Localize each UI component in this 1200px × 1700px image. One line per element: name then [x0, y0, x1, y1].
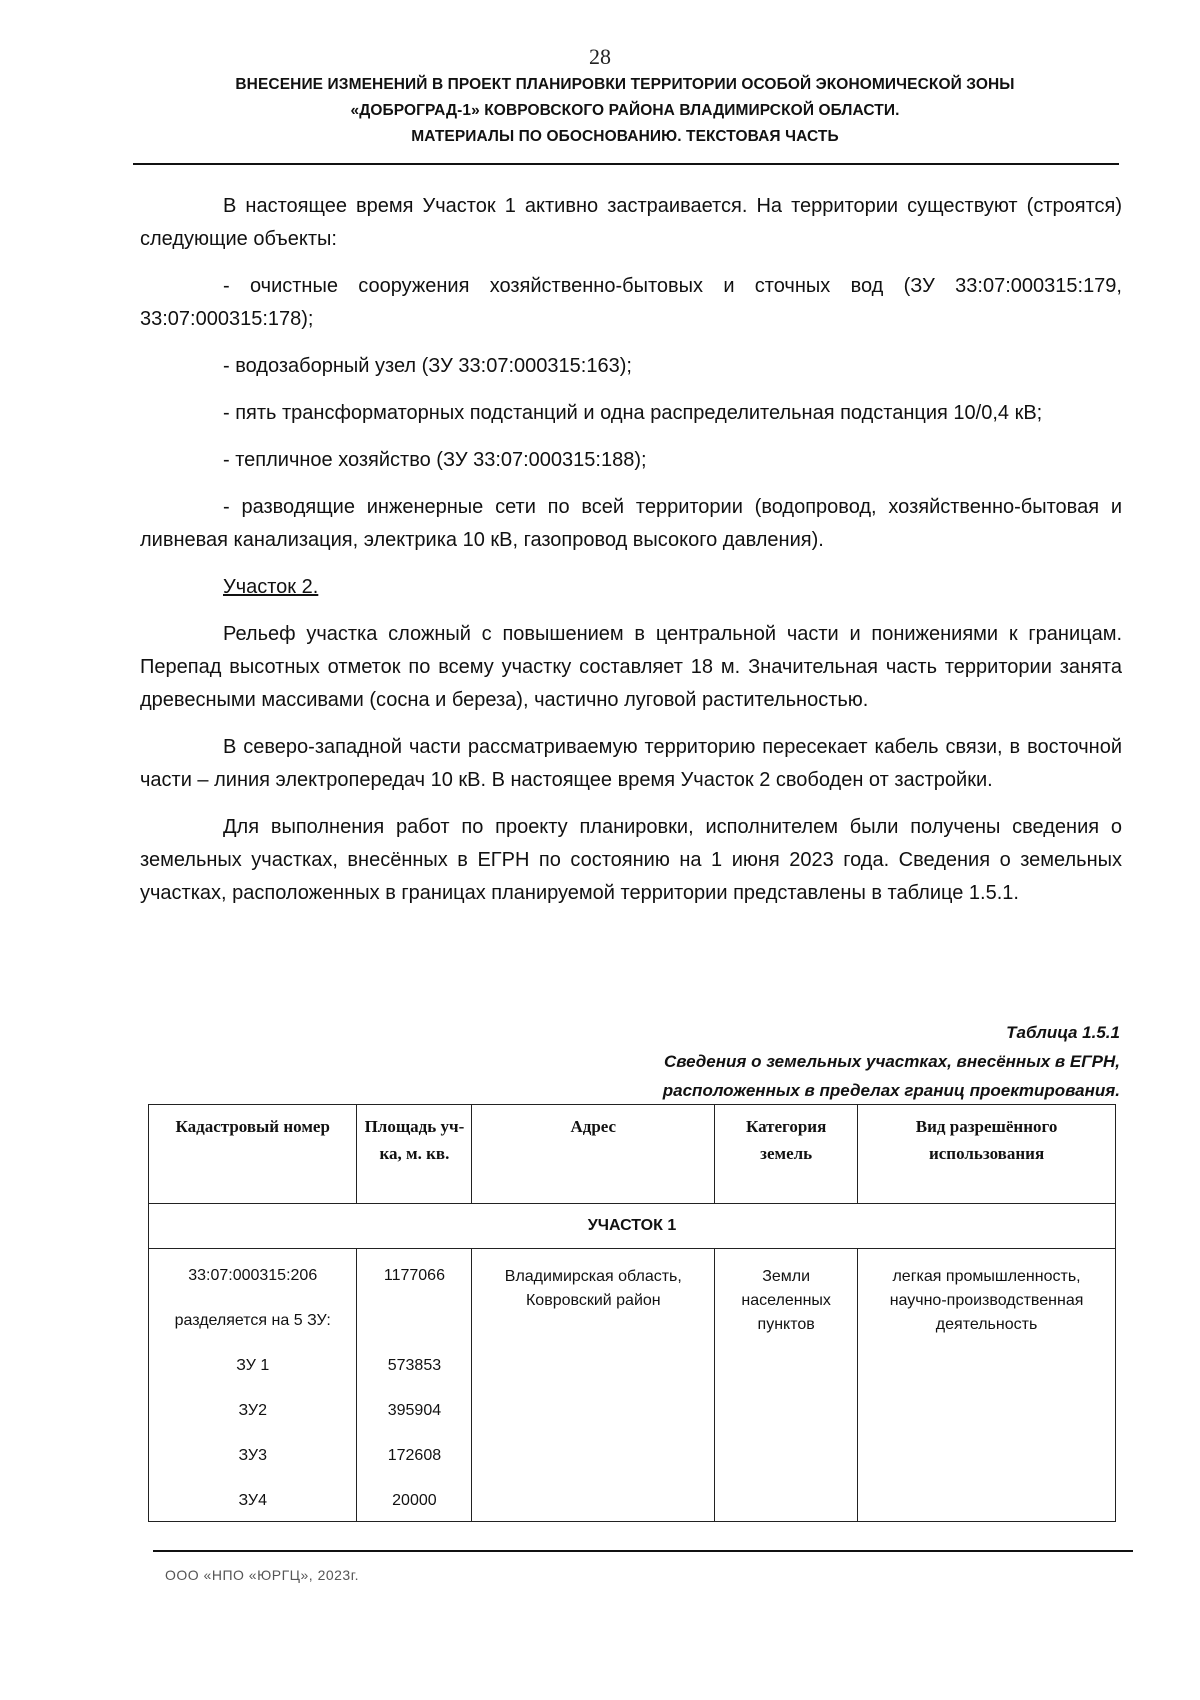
header-divider: [133, 163, 1119, 165]
area-column: [357, 1249, 472, 1522]
list-item-water-intake: - водозаборный узел (ЗУ 33:07:000315:163);: [223, 355, 632, 377]
header-address: Адрес: [472, 1105, 715, 1204]
cell-number: ЗУ4: [238, 1492, 267, 1509]
list-item-substations: - пять трансформаторных подстанций и одна распределительная подстанция 10/0,4 кВ;: [223, 402, 1043, 424]
section-row: [149, 1204, 1116, 1249]
cell-address: Владимирская область, Ковровский район: [472, 1249, 715, 1522]
cell-area: [358, 1295, 470, 1340]
table-title-line-1: Сведения о земельных участках, внесённых в ЕГРН,: [663, 1052, 1120, 1071]
list-item-treatment: - очистные сооружения хозяйственно-бытовых и сточных вод (ЗУ 33:07:000315:179, 33:07:000315:178);: [140, 275, 1122, 330]
list-item-greenhouse: - тепличное хозяйство (ЗУ 33:07:000315:188);: [223, 449, 647, 471]
table-label: Таблица 1.5.1: [1006, 1023, 1120, 1042]
header-category: Категория земель: [715, 1105, 858, 1204]
footer-divider: [153, 1550, 1133, 1552]
list-item-networks: - разводящие инженерные сети по всей территории (водопровод, хозяйственно-бытовая и ливневая канализация, электрика 10 кВ, газопровод высокого давления).: [140, 496, 1122, 551]
document-header: [130, 72, 1120, 150]
cell-number: ЗУ2: [238, 1402, 267, 1419]
section-title: УЧАСТОК 1: [149, 1204, 1116, 1249]
header-area: Площадь уч-ка, м. кв.: [357, 1105, 472, 1204]
paragraph-relief: Рельеф участка сложный с повышением в центральной части и понижениями к границам. Перепад высотных отметок по всему участку составляет 18 м. Значительная часть территории занята древесными массивами (сосна и береза), частично луговой растительностью.: [140, 623, 1122, 711]
header-line-2: «ДОБРОГРАД-1» КОВРОВСКОГО РАЙОНА ВЛАДИМИРСКОЙ ОБЛАСТИ.: [350, 102, 900, 119]
header-line-1: ВНЕСЕНИЕ ИЗМЕНЕНИЙ В ПРОЕКТ ПЛАНИРОВКИ ТЕРРИТОРИИ ОСОБОЙ ЭКОНОМИЧЕСКОЙ ЗОНЫ: [235, 76, 1015, 93]
cell-area: 573853: [387, 1357, 442, 1374]
cell-area: 172608: [387, 1447, 442, 1464]
paragraph-utilities: В северо-западной части рассматриваемую территорию пересекает кабель связи, в восточной части – линия электропередач 10 кВ. В настоящее время Участок 2 свободен от застройки.: [140, 736, 1122, 791]
land-plots-table: [148, 1104, 1116, 1522]
table-row: [149, 1249, 1116, 1522]
header-line-3: МАТЕРИАЛЫ ПО ОБОСНОВАНИЮ. ТЕКСТОВАЯ ЧАСТЬ: [411, 128, 839, 145]
body-text: [140, 190, 1122, 924]
cell-area: 395904: [387, 1402, 442, 1419]
paragraph-intro: В настоящее время Участок 1 активно застраивается. На территории существуют (строятся) следующие объекты:: [140, 195, 1122, 250]
cell-number: ЗУ 1: [236, 1357, 270, 1374]
cell-category: Земли населенных пунктов: [715, 1249, 858, 1522]
table-caption: [420, 1018, 1120, 1105]
cell-area: 20000: [392, 1492, 437, 1509]
cell-number: разделяется на 5 ЗУ:: [174, 1312, 331, 1329]
cell-number: ЗУ3: [238, 1447, 267, 1464]
paragraph-egrn: Для выполнения работ по проекту планировки, исполнителем были получены сведения о земельных участках, внесённых в ЕГРН по состоянию на 1 июня 2023 года. Сведения о земельных участках, расположенных в границах планируемой территории представлены в таблице 1.5.1.: [140, 816, 1122, 904]
cell-usage: легкая промышленность, научно-производственная деятельность: [858, 1249, 1116, 1522]
footer-text: ООО «НПО «ЮРГЦ», 2023г.: [165, 1567, 359, 1583]
section-heading-text: Участок 2.: [223, 576, 319, 598]
header-cadastral: Кадастровый номер: [149, 1105, 357, 1204]
header-usage: Вид разрешённого использования: [858, 1105, 1116, 1204]
table-header-row: [149, 1105, 1116, 1204]
cadastral-column: [149, 1249, 357, 1522]
table-title-line-2: расположенных в пределах границ проектирования.: [662, 1081, 1120, 1100]
section-heading: [140, 571, 1122, 604]
page-number: 28: [589, 44, 611, 69]
cell-area: 1177066: [383, 1267, 445, 1284]
cell-number: 33:07:000315:206: [188, 1267, 318, 1284]
